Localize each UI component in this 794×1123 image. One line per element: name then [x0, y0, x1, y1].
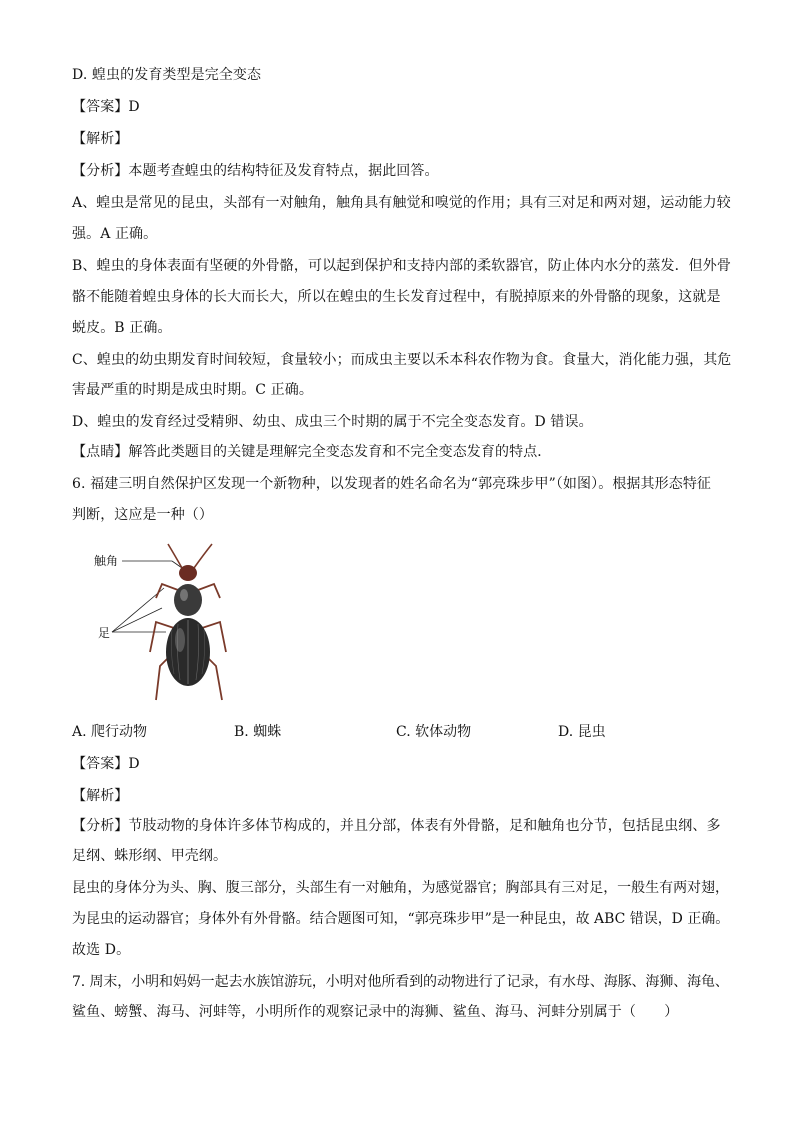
- q6-body-line2: 为昆虫的运动器官；身体外有外骨骼。结合题图可知，“郭亮珠步甲”是一种昆虫，故 ABC 错误，D 正确。: [72, 911, 730, 927]
- q5-point-a-line2: 强。A 正确。: [72, 226, 158, 242]
- q6-stem-line1: 6. 福建三明自然保护区发现一个新物种，以发现者的姓名命名为“郭亮珠步甲”（如图）。根据其形态特征: [72, 476, 712, 492]
- q5-point-d-line1: D、蝗虫的发育经过受精卵、幼虫、成虫三个时期的属于不完全变态发育。D 错误。: [72, 414, 593, 430]
- q6-answer: 【答案】D: [72, 756, 140, 772]
- q6-body-line1: 昆虫的身体分为头、胸、腹三部分，头部生有一对触角，为感觉器官；胸部具有三对足，一般生有两对翅，: [72, 880, 729, 896]
- q6-stem-line2: 判断，这应是一种（）: [72, 507, 213, 523]
- q5-point-c-line1: C、蝗虫的幼虫期发育时间较短，食量较小；而成虫主要以禾本科农作物为食。食量大，消化能力强，其危: [72, 352, 732, 368]
- q5-analysis-title: 【解析】: [72, 131, 129, 147]
- q6-option-d: D. 昆虫: [558, 724, 606, 740]
- q5-point-c-line2: 害最严重的时期是成虫时期。C 正确。: [72, 382, 313, 398]
- q5-option-d: D. 蝗虫的发育类型是完全变态: [72, 67, 262, 83]
- leg-label: 足: [98, 626, 111, 640]
- q7-stem-line1: 7. 周末，小明和妈妈一起去水族馆游玩，小明对他所看到的动物进行了记录，有水母、海豚、海狮、海龟、: [72, 974, 729, 990]
- q6-fenxi-line2: 足纲、蛛形纲、甲壳纲。: [72, 848, 228, 864]
- q5-point-a-line1: A、蝗虫是常见的昆虫，头部有一对触角，触角具有触觉和嗅觉的作用；具有三对足和两对翅，运动能力较: [72, 195, 731, 211]
- q5-point-b-line1: B、蝗虫的身体表面有坚硬的外骨骼，可以起到保护和支持内部的柔软器官，防止体内水分的蒸发．但外骨: [72, 258, 731, 274]
- q5-point-b-line3: 蜕皮。B 正确。: [72, 320, 172, 336]
- q6-option-c: C. 软体动物: [396, 724, 472, 740]
- q6-analysis-title: 【解析】: [72, 788, 129, 804]
- q5-point-b-line2: 骼不能随着蝗虫身体的长大而长大，所以在蝗虫的生长发育过程中，有脱掉原来的外骨骼的现象，这就是: [72, 289, 721, 305]
- q6-option-b: B. 蜘蛛: [234, 724, 282, 740]
- beetle-figure: [90, 540, 250, 710]
- q6-option-a: A. 爬行动物: [72, 724, 148, 740]
- q7-stem-line2: 鲨鱼、螃蟹、海马、河蚌等，小明所作的观察记录中的海狮、鲨鱼、海马、河蚌分别属于（ ）: [72, 1004, 679, 1020]
- antenna-label: 触角: [94, 554, 119, 568]
- q6-body-line3: 故选 D。: [72, 942, 131, 958]
- q6-fenxi-line1: 【分析】节肢动物的身体许多体节构成的，并且分部，体表有外骨骼，足和触角也分节，包括昆虫纲、多: [72, 818, 721, 834]
- q5-fenxi: 【分析】本题考查蝗虫的结构特征及发育特点，据此回答。: [72, 163, 439, 179]
- q5-answer: 【答案】D: [72, 99, 140, 115]
- q5-dianjing: 【点睛】解答此类题目的关键是理解完全变态发育和不完全变态发育的特点．: [72, 444, 552, 460]
